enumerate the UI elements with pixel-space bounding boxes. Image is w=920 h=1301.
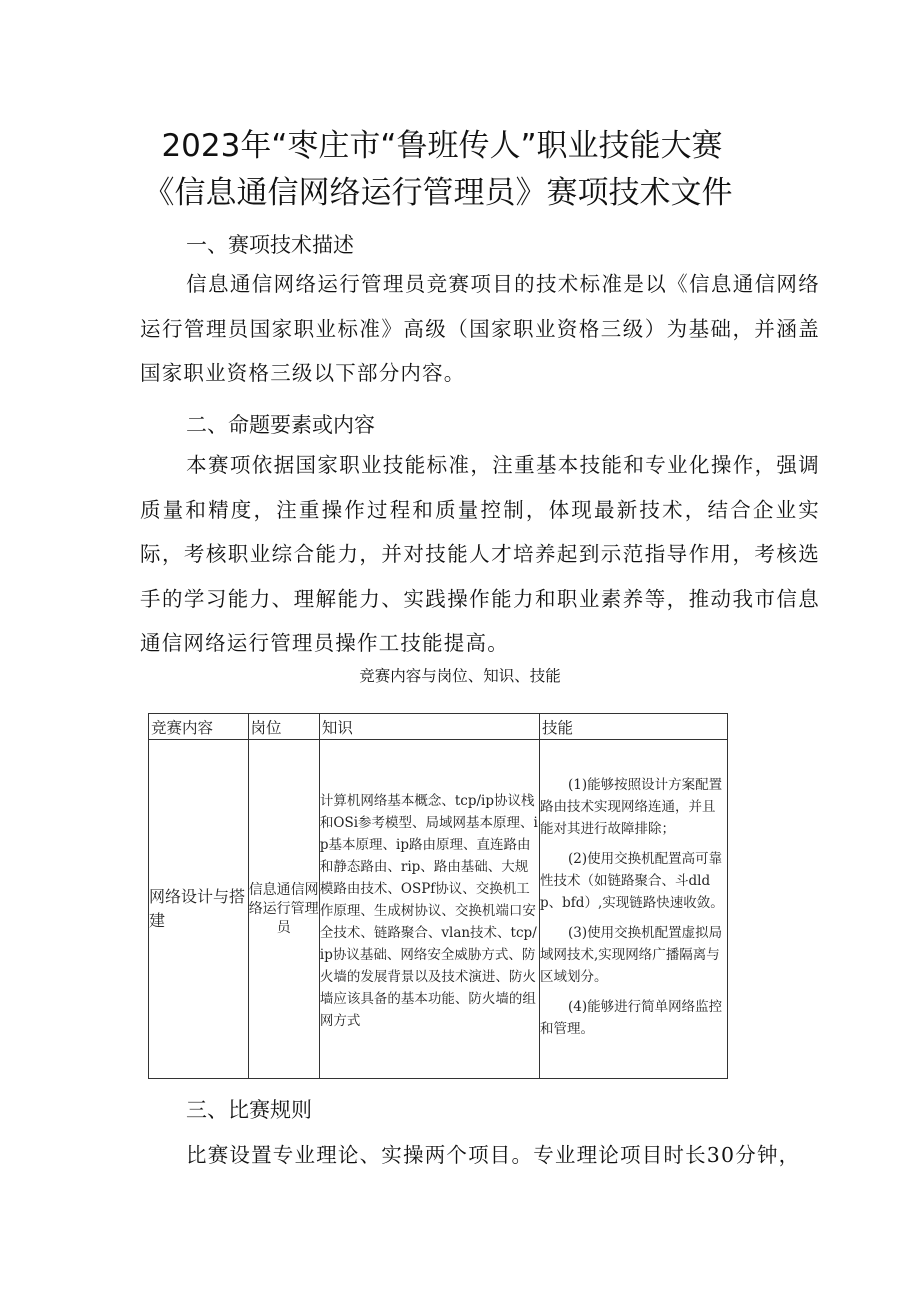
section-3-body	[140, 1133, 820, 1178]
section-3-heading: 三、比赛规则	[186, 1098, 312, 1122]
cell-content: 网络设计与搭建	[149, 740, 249, 1079]
skill-list	[540, 770, 727, 1040]
knowledge-text: 计算机网络基本概念、tcp/ip协议栈和OSi参考模型、局域网基本原理、ip基本原理、ip路由原理、直连路由和静态路由、rip、路由基础、大规模路由技术、OSPf协议、交换机工作原理、生成树协议、交换机端口安全技术、链路聚合、vlan技术、tcp/ip协议基础、网络安全威胁方式、防火墙的发展背景以及技术演进、防火墙应该具备的基本功能、防火墙的组网方式	[319, 793, 538, 1029]
skill-item-1: (1)能够按照设计方案配置路由技术实现网络连通，并且能对其进行故障排除；	[540, 777, 723, 837]
section-2-text: 本赛项依据国家职业技能标准，注重基本技能和专业化操作，强调质量和精度，注重操作过程和质量控制，体现最新技术，结合企业实际，考核职业综合能力，并对技能人才培养起到示范指导作用，考核选手的学习能力、理解能力、实践操作能力和职业素养等，推动我市信息通信网络运行管理员操作工技能提高。	[140, 453, 820, 655]
section-1-text: 信息通信网络运行管理员竞赛项目的技术标准是以《信息通信网络运行管理员国家职业标准》高级（国家职业资格三级）为基础，并涵盖国家职业资格三级以下部分内容。	[140, 272, 820, 385]
cell-post: 信息通信网络运行管理员	[248, 740, 319, 1079]
document-title-line-1: 2023年“枣庄市“鲁班传人”职业技能大赛	[161, 128, 723, 164]
skill-item-3: (3)使用交换机配置虚拟局域网技术,实现网络广播隔离与区域划分。	[540, 925, 723, 985]
header-skill: 技能	[540, 714, 728, 740]
header-post: 岗位	[248, 714, 319, 740]
header-knowledge: 知识	[319, 714, 539, 740]
cell-knowledge	[319, 740, 539, 1079]
cell-skill	[540, 740, 728, 1079]
section-2-body	[140, 443, 820, 666]
skill-item-4: (4)能够进行简单网络监控和管理。	[540, 999, 723, 1037]
section-2-heading: 二、命题要素或内容	[186, 413, 375, 437]
section-3-text: 比赛设置专业理论、实操两个项目。专业理论项目时长30分钟，	[186, 1143, 801, 1167]
document-title-line-2: 《信息通信网络运行管理员》赛项技术文件	[143, 175, 733, 211]
skill-item-2: (2)使用交换机配置高可靠性技术（如链路聚合、斗dldp、bfd）,实现链路快速收敛。	[540, 851, 724, 911]
table-header-row	[149, 714, 728, 740]
header-content: 竞赛内容	[149, 714, 249, 740]
section-1-heading: 一、赛项技术描述	[186, 233, 354, 257]
section-1-body	[140, 262, 820, 396]
competition-table	[148, 713, 728, 1079]
table-row	[149, 740, 728, 1079]
table-caption: 竞赛内容与岗位、知识、技能	[359, 667, 561, 685]
